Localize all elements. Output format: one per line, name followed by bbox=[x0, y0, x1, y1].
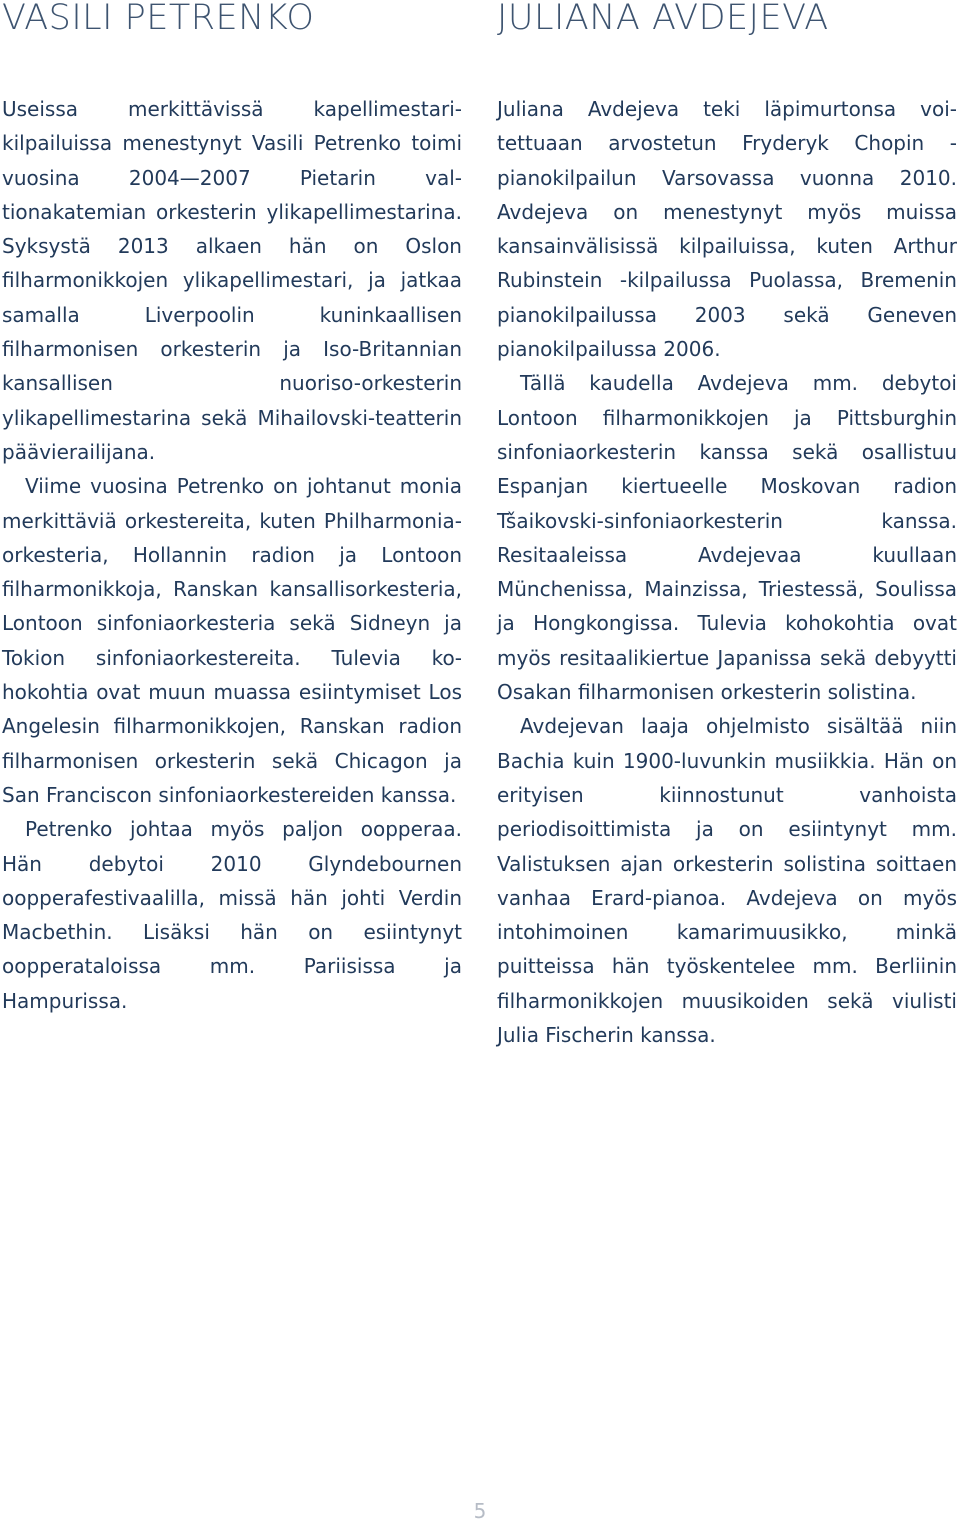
petrenko-paragraph-1: Useissa merkittävissä kapellimestarikilpailuissa menestynyt Vasili Petrenko toimi vuosina 2004—2007 Pietarin valtionakatemian orkesterin ylikapellimestarina. Syksystä 2013 alkaen hän on Oslon filharmonikkojen ylikapellimestari, ja jatkaa samalla Liverpoolin kuninkaallisen filharmonisen orkesterin ja Iso-Britannian kansallisen nuoriso-orkesterin ylikapellimestarina sekä Mihailovski-teatterin päävierailijana. bbox=[2, 97, 462, 464]
petrenko-paragraph-3: Petrenko johtaa myös paljon oopperaa. Hän debytoi 2010 Glyndebournen oopperafestivaalilla, missä hän johti Verdin Macbethin. Lisäksi hän on esiintynyt oopperataloissa mm. Pariisissa ja Hampurissa. bbox=[2, 817, 462, 1013]
right-column bbox=[497, 0, 957, 1048]
avdejeva-paragraph-3: Avdejevan laaja ohjelmisto sisältää niin Bachia kuin 1900-luvunkin musiikkia. Hän on erityisen kiinnostunut vanhoista periodisoittimista ja on esiintynyt mm. Valistuksen ajan orkesterin solistina soittaen vanhaa Erard-pianoa. Avdejeva on myös intohimoinen kamarimuusikko, minkä puitteissa hän työskentelee mm. Berliinin filharmonikkojen muusikoiden sekä viulisti Julia Fischerin kanssa. bbox=[497, 714, 957, 1048]
left-column bbox=[2, 0, 462, 1013]
avdejeva-biography bbox=[497, 92, 957, 1052]
heading-juliana-avdejeva: JULIANA AVDEJEVA bbox=[497, 0, 829, 38]
avdejeva-paragraph-1: Juliana Avdejeva teki läpimurtonsa voitettuaan arvostetun Fryderyk Chopin -pianokilpailun Varsovassa vuonna 2010. Avdejeva on menestynyt myös muissa kansainvälisissä kilpailuissa, kuten Arthur Rubinstein -kilpailussa Puolassa, Bremenin pianokilpailussa 2003 sekä Geneven pianokilpailussa 2006. bbox=[497, 97, 957, 362]
avdejeva-paragraph-2: Tällä kaudella Avdejeva mm. debytoi Lontoon filharmonikkojen ja Pittsburghin sinfoniaorkesterin kanssa sekä osallistuu Espanjan kiertueelle Moskovan radion Tšaikovski-sinfoniaorkesterin kanssa. Resitaaleissa Avdejevaa kuullaan Münchenissa, Mainzissa, Triestessä, Soulissa ja Hongkongissa. Tulevia kohokohtia ovat myös resitaalikiertue Japanissa sekä debyytti Osakan filharmonisen orkesterin solistina. bbox=[497, 371, 957, 705]
heading-vasili-petrenko: VASILI PETRENKO bbox=[2, 0, 315, 38]
petrenko-biography bbox=[2, 92, 462, 1018]
petrenko-paragraph-2: Viime vuosina Petrenko on johtanut monia merkittäviä orkestereita, kuten Philharmonia-orkesteria, Hollannin radion ja Lontoon filharmonikkoja, Ranskan kansallisorkesteria, Lontoon sinfoniaorkesteria sekä Sidneyn ja Tokion sinfoniaorkestereita. Tulevia kohokohtia ovat muun muassa esiintymiset Los Angelesin filharmonikkojen, Ranskan radion filharmonisen orkesterin sekä Chicagon ja San Franciscon sinfoniaorkestereiden kanssa. bbox=[2, 474, 462, 807]
page-number: 5 bbox=[473, 1499, 487, 1523]
